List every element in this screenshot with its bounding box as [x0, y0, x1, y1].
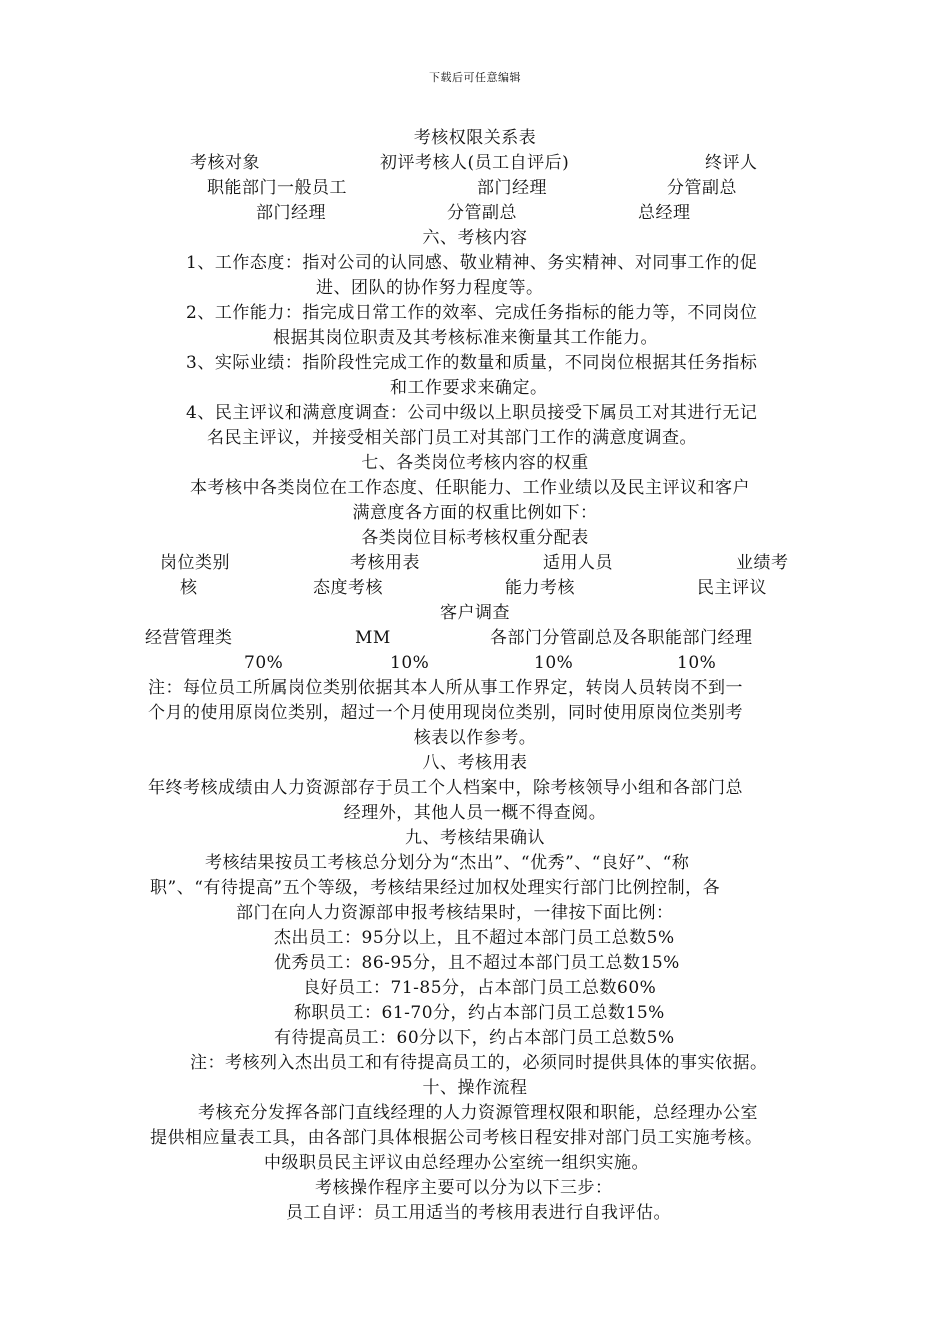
authority-header-cell: 考核对象: [190, 153, 260, 173]
paragraph-line: 4、民主评议和满意度调查：公司中级以上职员接受下属员工对其进行无记: [186, 403, 758, 423]
authority-cell: 部门经理: [256, 203, 326, 223]
weight-header-cell: 考核用表: [350, 553, 420, 573]
weight-header-cell: 业绩考: [736, 553, 789, 573]
grade-line: 有待提高员工：60分以下，约占本部门员工总数5%: [274, 1028, 675, 1048]
paragraph-line: 考核结果按员工考核总分划分为“杰出”、“优秀”、“良好”、“称: [205, 853, 690, 873]
weight-header-cell: 适用人员: [543, 553, 613, 573]
section-heading: 八、考核用表: [422, 753, 528, 773]
authority-cell: 分管副总: [667, 178, 737, 198]
weight-cell: 10%: [677, 653, 717, 673]
paragraph-line: 根据其岗位职责及其考核标准来衡量其工作能力。: [273, 328, 658, 348]
weight-cell: 各部门分管副总及各职能部门经理: [490, 628, 753, 648]
authority-cell: 部门经理: [477, 178, 547, 198]
paragraph-line: 年终考核成绩由人力资源部存于员工个人档案中，除考核领导小组和各部门总: [148, 778, 743, 798]
paragraph-line: 名民主评议，并接受相关部门员工对其部门工作的满意度调查。: [207, 428, 697, 448]
authority-cell: 分管副总: [447, 203, 517, 223]
weight-header-cell: 民主评议: [697, 578, 767, 598]
paragraph-line: 3、实际业绩：指阶段性完成工作的数量和质量，不同岗位根据其任务指标: [186, 353, 758, 373]
paragraph-line: 提供相应量表工具，由各部门具体根据公司考核日程安排对部门员工实施考核。: [150, 1128, 763, 1148]
paragraph-line: 和工作要求来确定。: [390, 378, 548, 398]
note-line: 注：考核列入杰出员工和有待提高员工的，必须同时提供具体的事实依据。: [190, 1053, 768, 1073]
section-heading: 十、操作流程: [422, 1078, 528, 1098]
section-heading: 九、考核结果确认: [405, 828, 545, 848]
paragraph-line: 考核充分发挥各部门直线经理的人力资源管理权限和职能，总经理办公室: [198, 1103, 758, 1123]
weight-cell: 10%: [390, 653, 430, 673]
weight-cell: 10%: [534, 653, 574, 673]
section-heading: 七、各类岗位考核内容的权重: [361, 453, 589, 473]
paragraph-line: 本考核中各类岗位在工作态度、任职能力、工作业绩以及民主评议和客户: [190, 478, 750, 498]
paragraph-line: 1、工作态度：指对公司的认同感、敬业精神、务实精神、对同事工作的促: [186, 253, 758, 273]
section-heading: 六、考核内容: [422, 228, 528, 248]
weight-header-cell: 核: [180, 578, 198, 598]
note-line: 个月的使用原岗位类别，超过一个月使用现岗位类别，同时使用原岗位类别考: [148, 703, 743, 723]
weight-cell: 70%: [244, 653, 284, 673]
page-header: 下载后可任意编辑: [429, 71, 521, 84]
paragraph-line: 员工自评：员工用适当的考核用表进行自我评估。: [286, 1203, 671, 1223]
authority-header-cell: 初评考核人(员工自评后): [380, 153, 570, 173]
table-title: 各类岗位目标考核权重分配表: [361, 528, 589, 548]
paragraph-line: 进、团队的协作努力程度等。: [316, 278, 544, 298]
grade-line: 优秀员工：86-95分，且不超过本部门员工总数15%: [274, 953, 680, 973]
authority-cell: 职能部门一般员工: [207, 178, 347, 198]
authority-cell: 总经理: [638, 203, 691, 223]
grade-line: 良好员工：71-85分，占本部门员工总数60%: [303, 978, 657, 998]
weight-cell: MM: [355, 628, 391, 648]
note-line: 核表以作参考。: [413, 728, 537, 748]
paragraph-line: 2、工作能力：指完成日常工作的效率、完成任务指标的能力等，不同岗位: [186, 303, 758, 323]
authority-table-title: 考核权限关系表: [413, 128, 537, 148]
paragraph-line: 考核操作程序主要可以分为以下三步：: [315, 1178, 613, 1198]
paragraph-line: 职”、“有待提高”五个等级，考核结果经过加权处理实行部门比例控制，各: [150, 878, 721, 898]
paragraph-line: 满意度各方面的权重比例如下：: [352, 503, 598, 523]
paragraph-line: 经理外，其他人员一概不得查阅。: [343, 803, 607, 823]
weight-header-cell: 客户调查: [440, 603, 510, 623]
weight-header-cell: 态度考核: [313, 578, 383, 598]
weight-header-cell: 能力考核: [505, 578, 575, 598]
authority-header-cell: 终评人: [705, 153, 758, 173]
grade-line: 称职员工：61-70分，约占本部门员工总数15%: [294, 1003, 665, 1023]
weight-cell: 经营管理类: [145, 628, 233, 648]
weight-header-cell: 岗位类别: [160, 553, 230, 573]
paragraph-line: 部门在向人力资源部申报考核结果时，一律按下面比例：: [236, 903, 674, 923]
paragraph-line: 中级职员民主评议由总经理办公室统一组织实施。: [264, 1153, 649, 1173]
grade-line: 杰出员工：95分以上，且不超过本部门员工总数5%: [274, 928, 675, 948]
note-line: 注：每位员工所属岗位类别依据其本人所从事工作界定，转岗人员转岗不到一: [148, 678, 743, 698]
